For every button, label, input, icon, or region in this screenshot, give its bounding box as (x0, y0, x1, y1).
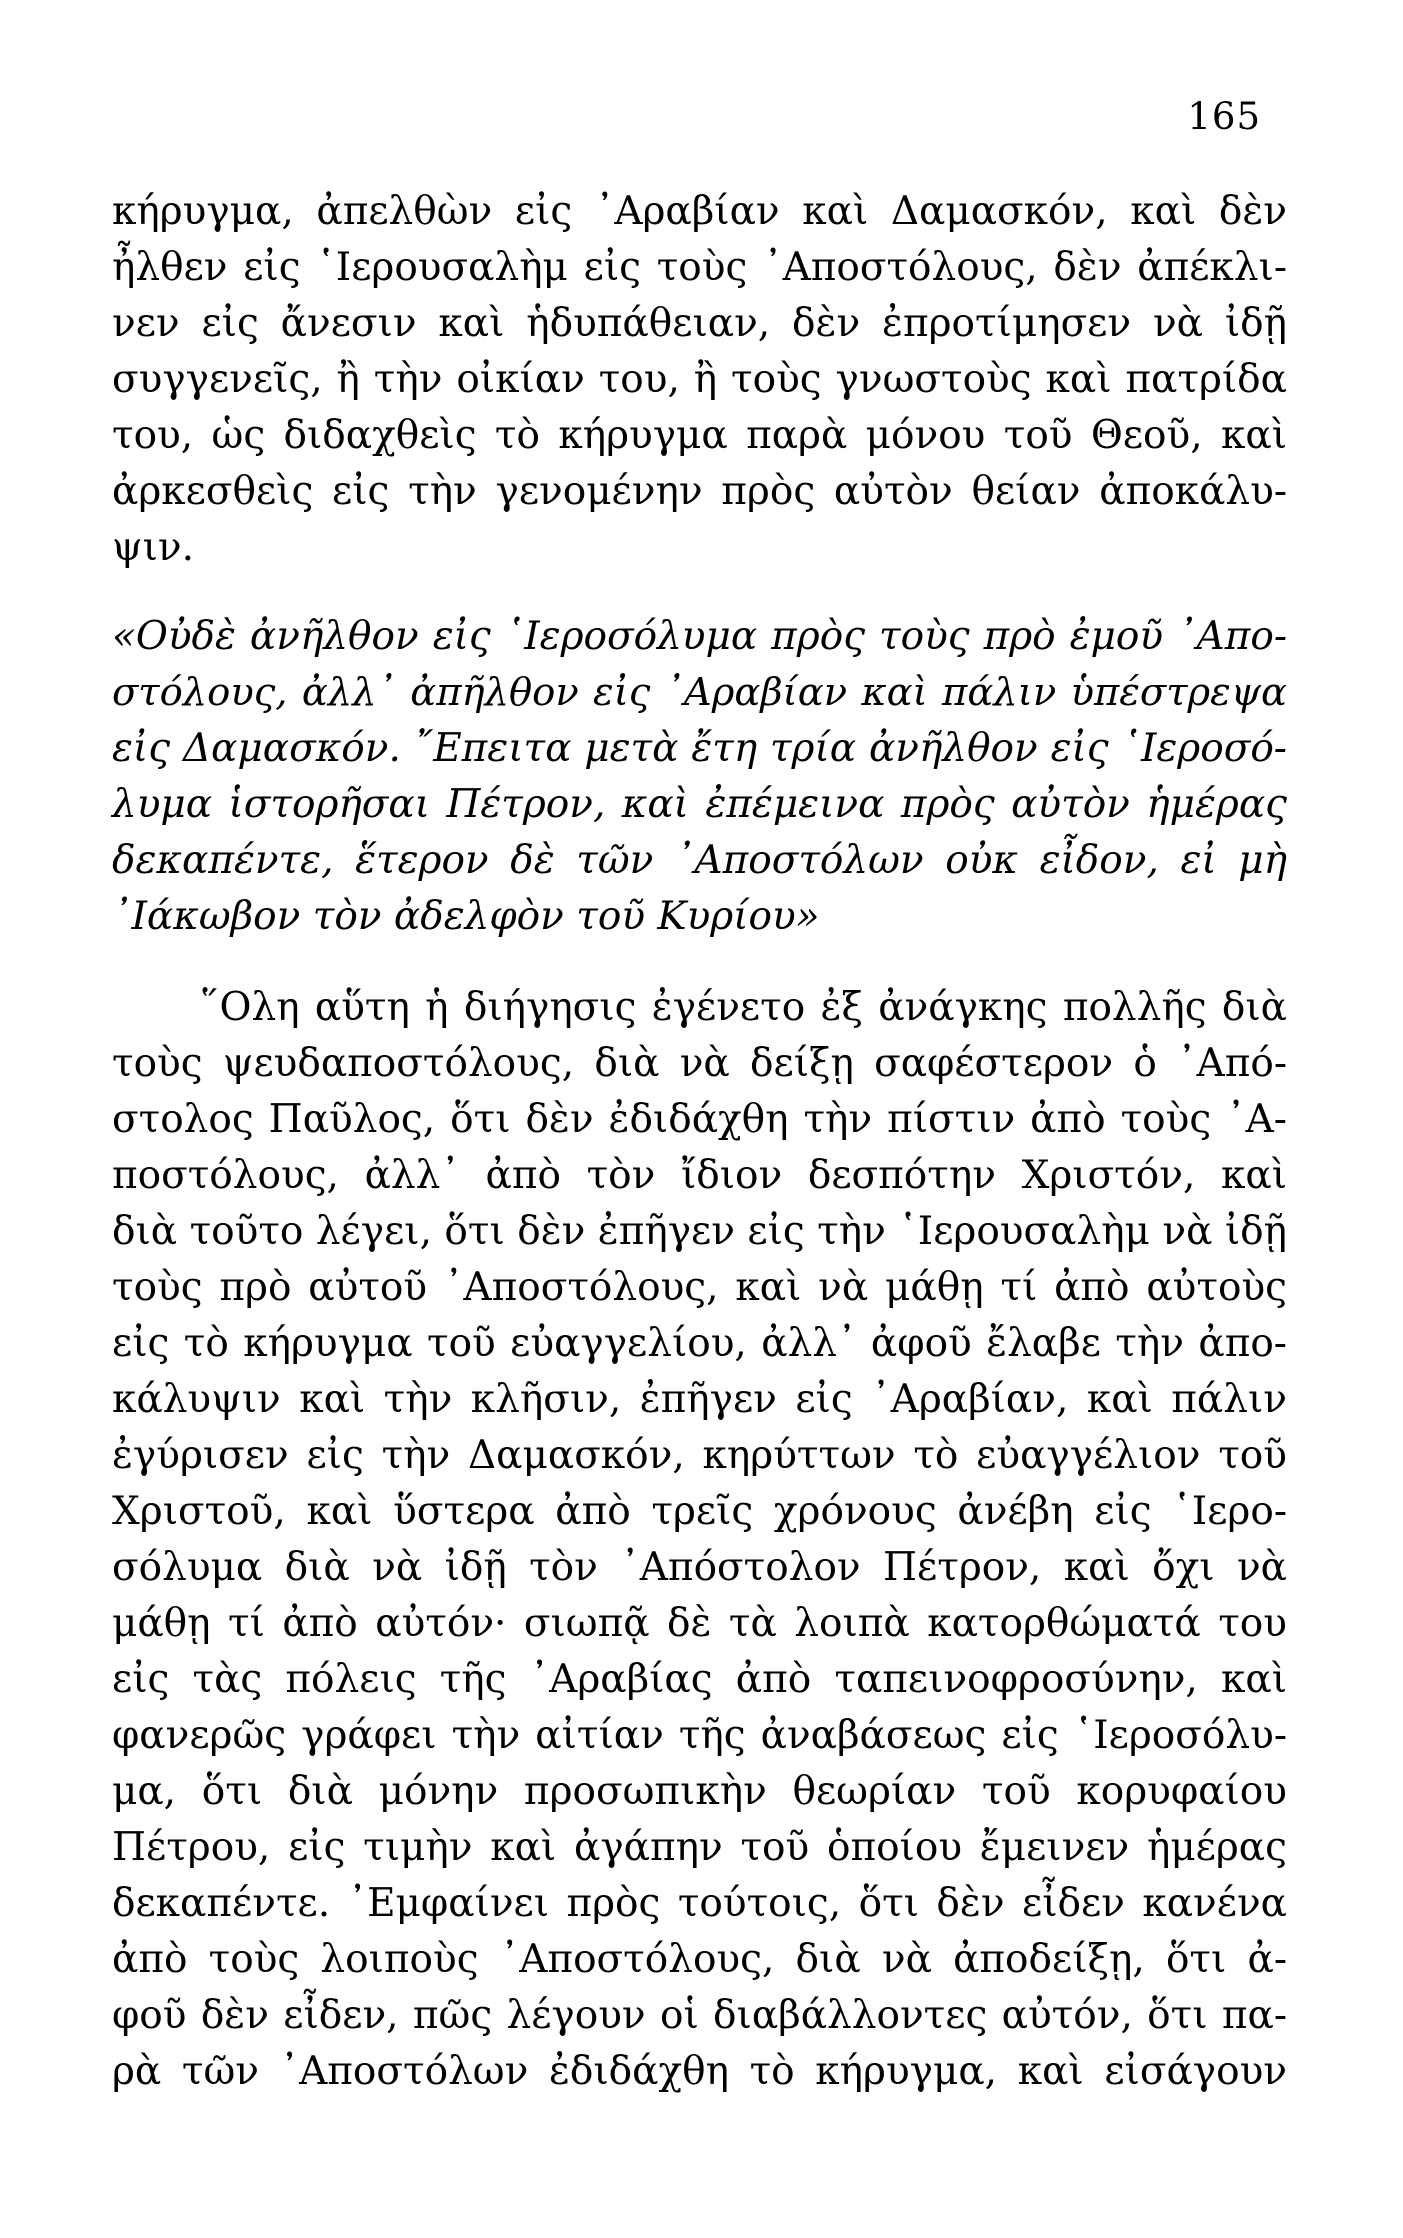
text-line: φανερῶς γράφει τὴν αἰτίαν τῆς ἀναβάσεως εἰς ῾Ιεροσόλυ- (112, 1713, 1287, 1758)
quote-line: «Οὐδὲ ἀνῆλθον εἰς ῾Ιεροσόλυμα πρὸς τοὺς πρὸ ἐμοῦ ᾽Απο- (112, 614, 1287, 659)
text-line: Πέτρου, εἰς τιμὴν καὶ ἀγάπην τοῦ ὁποίου ἔμεινεν ἡμέρας (112, 1825, 1287, 1870)
text-line: νεν εἰς ἄνεσιν καὶ ἡδυπάθειαν, δὲν ἐπροτίμησεν νὰ ἰδῇ (112, 301, 1287, 346)
text-line: εἰς τὰς πόλεις τῆς ᾽Αραβίας ἀπὸ ταπεινοφροσύνην, καὶ (112, 1657, 1287, 1702)
quote-line: στόλους, ἀλλ᾽ ἀπῆλθον εἰς ᾽Αραβίαν καὶ πάλιν ὑπέστρεψα (112, 670, 1287, 715)
text-line: ποστόλους, ἀλλ᾽ ἀπὸ τὸν ἴδιον δεσπότην Χριστόν, καὶ (112, 1153, 1287, 1198)
text-line: διὰ τοῦτο λέγει, ὅτι δὲν ἐπῆγεν εἰς τὴν ῾Ιερουσαλὴμ νὰ ἰδῇ (112, 1209, 1287, 1254)
text-line: Χριστοῦ, καὶ ὕστερα ἀπὸ τρεῖς χρόνους ἀνέβη εἰς ῾Ιερο- (112, 1489, 1287, 1534)
text-line: δεκαπέντε. ᾽Εμφαίνει πρὸς τούτοις, ὅτι δὲν εἶδεν κανένα (112, 1881, 1287, 1926)
text-line: φοῦ δὲν εἶδεν, πῶς λέγουν οἱ διαβάλλοντες αὐτόν, ὅτι πα- (112, 1993, 1287, 2038)
scripture-quotation (112, 609, 1287, 945)
text-line: ρὰ τῶν ᾽Αποστόλων ἐδιδάχθη τὸ κήρυγμα, καὶ εἰσάγουν (112, 2049, 1287, 2094)
text-line: ἀρκεσθεὶς εἰς τὴν γενομένην πρὸς αὐτὸν θείαν ἀποκάλυ- (112, 469, 1287, 514)
text-line: ψιν. (112, 525, 194, 570)
quote-line: εἰς Δαμασκόν. ῎Επειτα μετὰ ἔτη τρία ἀνῆλθον εἰς ῾Ιεροσό- (112, 726, 1287, 771)
page-number: 165 (1187, 95, 1261, 138)
text-line: συγγενεῖς, ἢ τὴν οἰκίαν του, ἢ τοὺς γνωστοὺς καὶ πατρίδα (112, 357, 1287, 402)
quote-line: ᾽Ιάκωβον τὸν ἀδελφὸν τοῦ Κυρίου» (112, 894, 820, 939)
text-line: κήρυγμα, ἀπελθὼν εἰς ᾽Αραβίαν καὶ Δαμασκόν, καὶ δὲν (112, 189, 1287, 234)
text-line: ἐγύρισεν εἰς τὴν Δαμασκόν, κηρύττων τὸ εὐαγγέλιον τοῦ (112, 1433, 1287, 1478)
text-line: του, ὡς διδαχθεὶς τὸ κήρυγμα παρὰ μόνου τοῦ Θεοῦ, καὶ (112, 413, 1287, 458)
text-line: κάλυψιν καὶ τὴν κλῆσιν, ἐπῆγεν εἰς ᾽Αραβίαν, καὶ πάλιν (112, 1377, 1287, 1422)
text-line: ἦλθεν εἰς ῾Ιερουσαλὴμ εἰς τοὺς ᾽Αποστόλους, δὲν ἀπέκλι- (112, 245, 1287, 290)
text-line: εἰς τὸ κήρυγμα τοῦ εὐαγγελίου, ἀλλ᾽ ἀφοῦ ἔλαβε τὴν ἀπο- (112, 1321, 1287, 1366)
text-line: τοὺς πρὸ αὐτοῦ ᾽Αποστόλους, καὶ νὰ μάθῃ τί ἀπὸ αὐτοὺς (112, 1265, 1287, 1310)
text-line: ῞Ολη αὕτη ἡ διήγησις ἐγένετο ἐξ ἀνάγκης πολλῆς διὰ (200, 985, 1287, 1030)
text-line: μάθῃ τί ἀπὸ αὐτόν· σιωπᾷ δὲ τὰ λοιπὰ κατορθώματά του (112, 1601, 1287, 1646)
paragraph-commentary-main (112, 980, 1287, 2100)
text-line: ἀπὸ τοὺς λοιποὺς ᾽Αποστόλους, διὰ νὰ ἀποδείξῃ, ὅτι ἀ- (112, 1937, 1287, 1982)
quote-line: δεκαπέντε, ἕτερον δὲ τῶν ᾽Αποστόλων οὐκ εἶδον, εἰ μὴ (112, 838, 1287, 883)
text-line: μα, ὅτι διὰ μόνην προσωπικὴν θεωρίαν τοῦ κορυφαίου (112, 1769, 1287, 1814)
paragraph-commentary-intro (112, 184, 1287, 576)
quote-line: λυμα ἱστορῆσαι Πέτρον, καὶ ἐπέμεινα πρὸς αὐτὸν ἡμέρας (112, 782, 1287, 827)
text-line: σόλυμα διὰ νὰ ἰδῇ τὸν ᾽Απόστολον Πέτρον, καὶ ὄχι νὰ (112, 1545, 1287, 1590)
text-line: τοὺς ψευδαποστόλους, διὰ νὰ δείξῃ σαφέστερον ὁ ᾽Από- (112, 1041, 1287, 1086)
text-line: στολος Παῦλος, ὅτι δὲν ἐδιδάχθη τὴν πίστιν ἀπὸ τοὺς ᾽Α- (112, 1097, 1287, 1142)
